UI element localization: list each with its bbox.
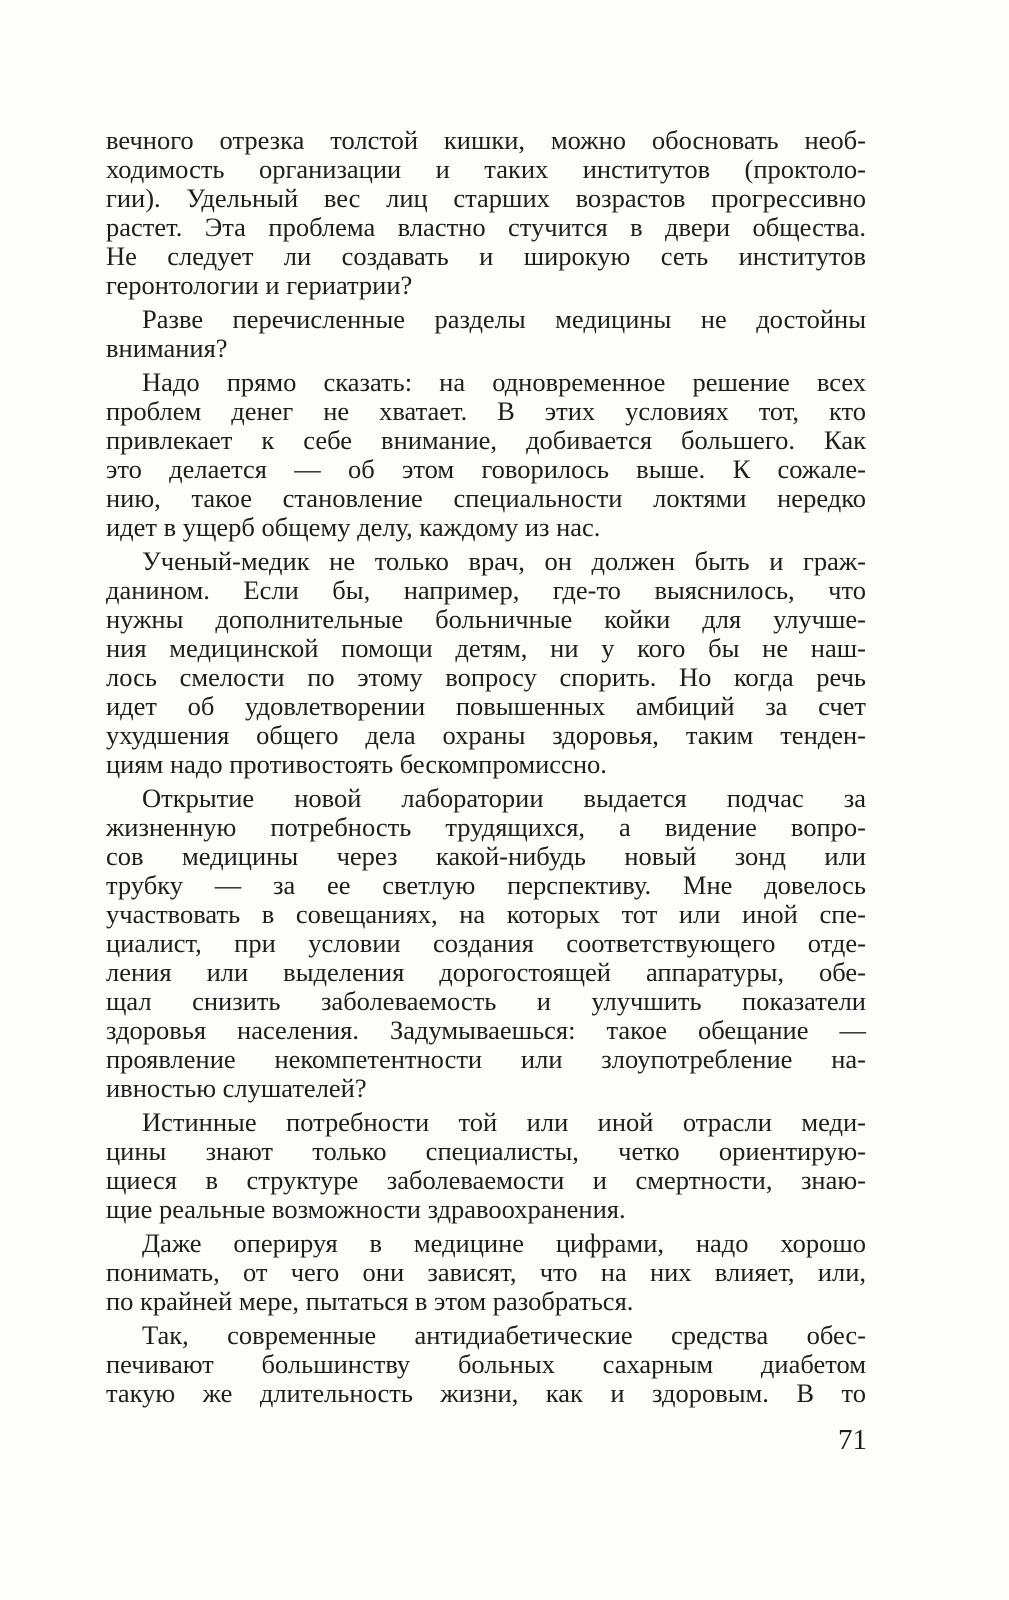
- text-line: циям надо противостоять бескомпромиссно.: [106, 749, 607, 779]
- text-line: внимания?: [106, 333, 228, 363]
- text-line: жизненную потребность трудящихся, а видение вопро-: [106, 812, 866, 842]
- text-line: печивают большинству больных сахарным диабетом: [106, 1349, 866, 1379]
- paragraph-7: [106, 1229, 866, 1316]
- text-line: лось смелости по этому вопросу спорить. Но когда речь: [106, 662, 866, 692]
- text-line: данином. Если бы, например, где-то выяснилось, что: [106, 575, 866, 605]
- text-line: Ученый-медик не только врач, он должен быть и граж-: [142, 546, 866, 576]
- text-line: такую же длительность жизни, как и здоровым. В то: [106, 1378, 866, 1408]
- text-line: нужны дополнительные больничные койки для улучше-: [106, 604, 866, 634]
- text-line: щие реальные возможности здравоохранения.: [106, 1194, 626, 1224]
- paragraph-2: [106, 305, 866, 363]
- paragraph-3: [106, 368, 866, 542]
- text-line: гии). Удельный вес лиц старших возрастов прогрессивно: [106, 183, 866, 213]
- text-line: проблем денег не хватает. В этих условиях тот, кто: [106, 396, 866, 426]
- text-line: Так, современные антидиабетические средства обес-: [142, 1320, 866, 1350]
- text-line: цины знают только специалисты, четко ориентирую-: [106, 1136, 866, 1166]
- text-line: Не следует ли создавать и широкую сеть институтов: [106, 241, 866, 271]
- text-line: Даже оперируя в медицине цифрами, надо хорошо: [142, 1228, 866, 1258]
- text-line: ления или выделения дорогостоящей аппаратуры, обе-: [106, 957, 866, 987]
- text-line: растет. Эта проблема властно стучится в двери общества.: [106, 212, 866, 242]
- body-text: [106, 126, 866, 1408]
- text-line: ния медицинской помощи детям, ни у кого бы не наш-: [106, 633, 866, 663]
- text-line: Надо прямо сказать: на одновременное решение всех: [142, 367, 866, 397]
- text-line: идет об удовлетворении повышенных амбиций за счет: [106, 691, 866, 721]
- text-line: вечного отрезка толстой кишки, можно обосновать необ-: [106, 125, 866, 155]
- page-number: 71: [838, 1424, 867, 1456]
- text-line: здоровья населения. Задумываешься: такое обещание —: [106, 1015, 866, 1045]
- text-line: участвовать в совещаниях, на которых тот или иной спе-: [106, 899, 866, 929]
- text-line: нию, такое становление специальности локтями нередко: [106, 483, 866, 513]
- text-line: Истинные потребности той или иной отрасли меди-: [142, 1107, 866, 1137]
- text-line: Разве перечисленные разделы медицины не достойны: [142, 304, 866, 334]
- text-line: по крайней мере, пытаться в этом разобраться.: [106, 1286, 634, 1316]
- paragraph-4: [106, 547, 866, 779]
- paragraph-6: [106, 1108, 866, 1224]
- text-line: геронтологии и гериатрии?: [106, 270, 413, 300]
- paragraph-8: [106, 1321, 866, 1408]
- text-line: ивностью слушателей?: [106, 1073, 367, 1103]
- text-line: циалист, при условии создания соответствующего отде-: [106, 928, 866, 958]
- text-line: проявление некомпетентности или злоупотребление на-: [106, 1044, 866, 1074]
- text-line: щиеся в структуре заболеваемости и смертности, знаю-: [106, 1165, 866, 1195]
- paragraph-5: [106, 784, 866, 1103]
- text-line: идет в ущерб общему делу, каждому из нас.: [106, 512, 601, 542]
- text-line: трубку — за ее светлую перспективу. Мне довелось: [106, 870, 866, 900]
- text-line: ходимость организации и таких институтов (проктоло-: [106, 154, 866, 184]
- text-line: щал снизить заболеваемость и улучшить показатели: [106, 986, 866, 1016]
- text-line: понимать, от чего они зависят, что на них влияет, или,: [106, 1257, 866, 1287]
- text-line: ухудшения общего дела охраны здоровья, таким тенден-: [106, 720, 866, 750]
- text-line: сов медицины через какой-нибудь новый зонд или: [106, 841, 866, 871]
- paragraph-1: [106, 126, 866, 300]
- text-line: привлекает к себе внимание, добивается большего. Как: [106, 425, 866, 455]
- text-line: Открытие новой лаборатории выдается подчас за: [142, 783, 866, 813]
- text-line: это делается — об этом говорилось выше. К сожале-: [106, 454, 866, 484]
